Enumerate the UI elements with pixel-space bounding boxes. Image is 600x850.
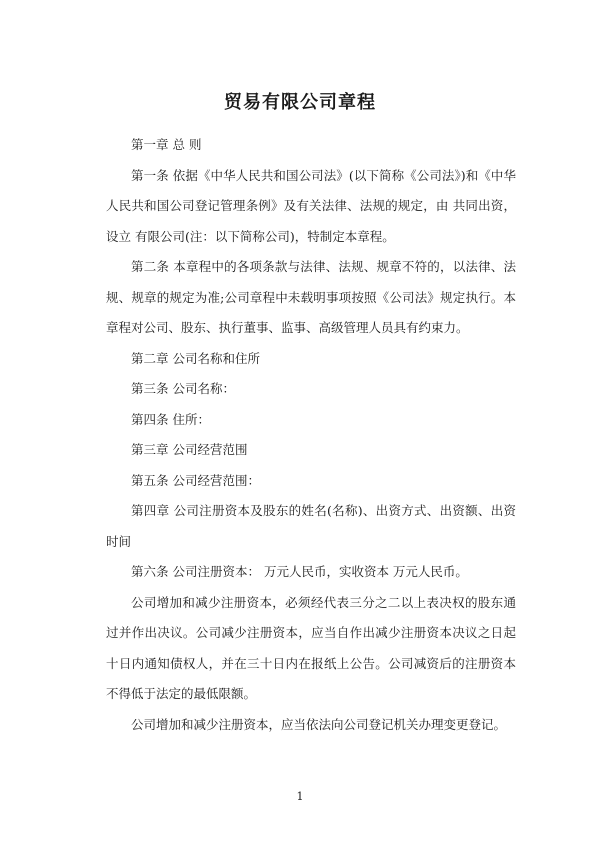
chapter-4-heading: 第四章 公司注册资本及股东的姓名(名称)、出资方式、出资额、出资时间 [106, 503, 516, 549]
capital-registration-paragraph: 公司增加和减少注册资本，应当依法向公司登记机关办理变更登记。 [131, 716, 507, 732]
chapter-2-heading: 第二章 公司名称和住所 [131, 350, 260, 366]
article-1: 第一条 依据《中华人民共和国公司法》(以下简称《公司法》)和《中华人民共和国公司登记管理条例》及有关法律、法规的规定，由 共同出资，设立 有限公司(注：以下简称公司)，特制定本章程。 [106, 167, 516, 244]
article-4: 第四条 住所： [131, 411, 210, 427]
document-body [106, 130, 516, 740]
article-3: 第三条 公司名称： [131, 381, 235, 396]
document-title: 贸易有限公司章程 [224, 92, 376, 113]
article-2: 第二条 本章程中的各项条款与法律、法规、规章不符的，以法律、法规、规章的规定为准;公司章程中未载明事项按照《公司法》规定执行。本章程对公司、股东、执行董事、监事、高级管理人员具有约束力。 [106, 259, 516, 335]
capital-change-paragraph: 公司增加和减少注册资本，必须经代表三分之二以上表决权的股东通过并作出决议。公司减少注册资本，应当自作出减少注册资本决议之日起十日内通知债权人，并在三十日内在报纸上公告。公司减资后的注册资本不得低于法定的最低限额。 [106, 594, 516, 701]
page-number: 1 [296, 790, 304, 803]
article-5: 第五条 公司经营范围： [131, 472, 260, 488]
chapter-3-heading: 第三章 公司经营范围 [131, 442, 248, 457]
chapter-1-heading: 第一章 总 则 [131, 137, 202, 152]
article-6: 第六条 公司注册资本： 万元人民币，实收资本 万元人民币。 [131, 564, 468, 579]
